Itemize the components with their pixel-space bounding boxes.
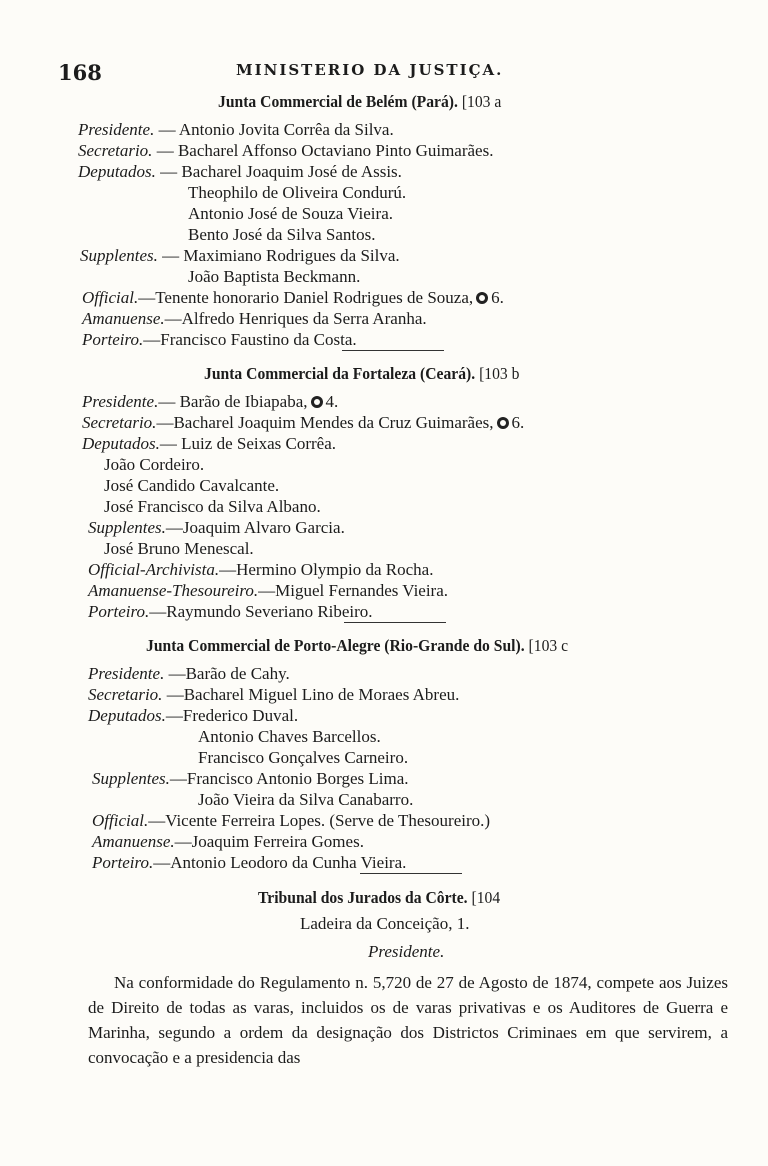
list-item: José Candido Cavalcante.	[104, 476, 280, 495]
page-number: 168	[58, 60, 102, 85]
list-item: Porteiro.—Antonio Leodoro da Cunha Vieira.	[92, 853, 407, 872]
list-item: Amanuense.—Alfredo Henriques da Serra Aranha.	[82, 309, 427, 328]
section-title-text: Junta Commercial de Belém (Pará).	[218, 92, 458, 111]
list-item: Deputados.— Luiz de Seixas Corrêa.	[82, 434, 337, 453]
section-title-text: Junta Commercial de Porto-Alegre (Rio-Grande do Sul).	[146, 636, 525, 655]
section-title-fortaleza	[204, 364, 519, 384]
list-item: Supplentes.—Francisco Antonio Borges Lima.	[92, 769, 409, 788]
section-divider	[342, 350, 444, 351]
order-medal-icon	[476, 292, 488, 304]
order-medal-icon	[497, 417, 509, 429]
tribunal-subheading: Presidente.	[368, 942, 445, 961]
list-item: Supplentes. — Maximiano Rodrigues da Silva.	[80, 246, 400, 265]
tribunal-address: Ladeira da Conceição, 1.	[300, 914, 470, 933]
section-divider	[360, 873, 462, 874]
section-divider	[344, 622, 446, 623]
list-item: Secretario. —Bacharel Miguel Lino de Moraes Abreu.	[88, 685, 460, 704]
list-item: Bento José da Silva Santos.	[188, 225, 376, 244]
list-item: Official.—Tenente honorario Daniel Rodrigues de Souza, 6.	[82, 288, 504, 307]
section-ref: [103 b	[479, 364, 520, 383]
tribunal-paragraph: Na conformidade do Regulamento n. 5,720 de 27 de Agosto de 1874, compete aos Juizes de Direito de todas as varas, incluidos os de varas privativas e os Auditores de Guerra e Marinha, segundo a ordem da designação dos Districtos Criminaes em que servirem, a convocação e a presidencia das	[88, 973, 728, 1067]
list-item: Official-Archivista.—Hermino Olympio da Rocha.	[88, 560, 434, 579]
list-item: Presidente. —Barão de Cahy.	[88, 664, 290, 683]
list-item: Porteiro.—Francisco Faustino da Costa.	[82, 330, 357, 349]
list-item: João Baptista Beckmann.	[188, 267, 361, 286]
list-item: Deputados. — Bacharel Joaquim José de Assis.	[78, 162, 402, 181]
list-item: João Vieira da Silva Canabarro.	[198, 790, 414, 809]
section-title-tribunal	[258, 888, 500, 908]
list-item: Theophilo de Oliveira Condurú.	[188, 183, 407, 202]
list-item: Antonio José de Souza Vieira.	[188, 204, 393, 223]
list-item: Antonio Chaves Barcellos.	[198, 727, 381, 746]
order-medal-icon	[311, 396, 323, 408]
list-item: Amanuense-Thesoureiro.—Miguel Fernandes Vieira.	[88, 581, 449, 600]
list-item: José Bruno Menescal.	[104, 539, 254, 558]
list-item: Official.—Vicente Ferreira Lopes. (Serve de Thesoureiro.)	[92, 811, 491, 830]
list-item: Presidente.— Barão de Ibiapaba, 4.	[82, 392, 339, 411]
section-title-text: Tribunal dos Jurados da Côrte.	[258, 888, 468, 907]
list-item: Porteiro.—Raymundo Severiano Ribeiro.	[88, 602, 373, 621]
list-item: Presidente. — Antonio Jovita Corrêa da Silva.	[78, 120, 394, 139]
running-title: MINISTERIO DA JUSTIÇA.	[236, 61, 504, 79]
section-title-text: Junta Commercial da Fortaleza (Ceará).	[204, 364, 476, 383]
list-item: Supplentes.—Joaquim Alvaro Garcia.	[88, 518, 345, 537]
list-item: João Cordeiro.	[104, 455, 205, 474]
section-ref: [103 a	[461, 92, 502, 111]
section-ref: [103 c	[528, 636, 569, 655]
list-item: Secretario.—Bacharel Joaquim Mendes da Cruz Guimarães, 6.	[82, 413, 525, 432]
list-item: Francisco Gonçalves Carneiro.	[198, 748, 409, 767]
list-item: José Francisco da Silva Albano.	[104, 497, 321, 516]
section-title-belem	[218, 92, 501, 112]
list-item: Amanuense.—Joaquim Ferreira Gomes.	[92, 832, 364, 851]
list-item: Secretario. — Bacharel Affonso Octaviano Pinto Guimarães.	[78, 141, 494, 160]
section-title-porto-alegre	[146, 636, 568, 656]
section-ref: [104	[471, 888, 501, 907]
list-item: Deputados.—Frederico Duval.	[88, 706, 299, 725]
